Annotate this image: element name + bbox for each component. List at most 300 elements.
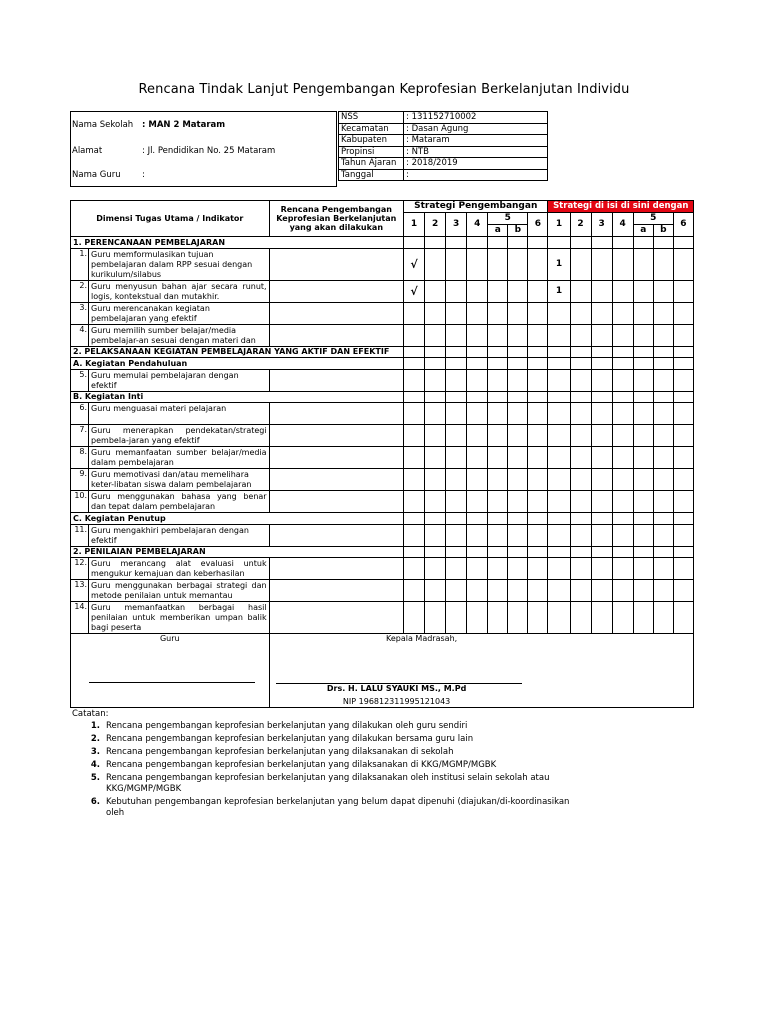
section-inti-cell[interactable] bbox=[467, 391, 488, 403]
section-inti-cell[interactable] bbox=[570, 391, 591, 403]
strategi-cell[interactable] bbox=[528, 425, 548, 447]
red-strategi-cell[interactable] bbox=[673, 280, 693, 302]
strategi-cell[interactable] bbox=[508, 324, 528, 346]
red-strategi-col1-mark[interactable] bbox=[548, 580, 570, 602]
red-strategi-cell[interactable] bbox=[653, 447, 673, 469]
section-penilaian-cell[interactable] bbox=[548, 546, 570, 558]
red-strategi-col1-mark[interactable] bbox=[548, 524, 570, 546]
strategi-cell[interactable] bbox=[446, 580, 467, 602]
red-strategi-cell[interactable] bbox=[612, 425, 633, 447]
red-strategi-cell[interactable] bbox=[612, 248, 633, 280]
strategi-cell[interactable] bbox=[446, 425, 467, 447]
strategi-cell[interactable] bbox=[425, 447, 446, 469]
red-strategi-cell[interactable] bbox=[653, 469, 673, 491]
indicator-row bbox=[71, 580, 694, 602]
red-strategi-cell[interactable] bbox=[673, 425, 693, 447]
strategi-col1-mark[interactable] bbox=[404, 425, 425, 447]
strategi-col1-mark[interactable] bbox=[404, 324, 425, 346]
red-strategi-cell[interactable] bbox=[570, 491, 591, 513]
red-strategi-cell[interactable] bbox=[653, 558, 673, 580]
section-pendahuluan-cell[interactable] bbox=[633, 358, 653, 370]
section-penilaian-cell[interactable] bbox=[508, 546, 528, 558]
strategi-cell[interactable] bbox=[488, 580, 508, 602]
section-inti-cell[interactable] bbox=[425, 391, 446, 403]
strategi-cell[interactable] bbox=[528, 324, 548, 346]
red-strategi-cell[interactable] bbox=[612, 524, 633, 546]
guru-signature: Guru bbox=[71, 634, 270, 707]
rencana-cell[interactable] bbox=[269, 369, 403, 391]
strategi-cell[interactable] bbox=[488, 403, 508, 425]
section-inti-cell[interactable] bbox=[633, 391, 653, 403]
section-pendahuluan-cell[interactable] bbox=[548, 358, 570, 370]
section-penutup-cell[interactable] bbox=[446, 513, 467, 525]
red-strategi-cell[interactable] bbox=[570, 302, 591, 324]
rencana-cell[interactable] bbox=[269, 469, 403, 491]
strategi-cell[interactable] bbox=[446, 280, 467, 302]
strategi-cell[interactable] bbox=[446, 602, 467, 634]
section-perencanaan-cell[interactable] bbox=[591, 237, 612, 249]
strategi-cell[interactable] bbox=[488, 280, 508, 302]
strategi-cell[interactable] bbox=[488, 602, 508, 634]
red-strategi-cell[interactable] bbox=[591, 491, 612, 513]
section-penutup-cell[interactable] bbox=[591, 513, 612, 525]
red-strategi-cell[interactable] bbox=[612, 403, 633, 425]
strategi-cell[interactable] bbox=[446, 558, 467, 580]
strategi-cell[interactable] bbox=[425, 425, 446, 447]
strategi-cell[interactable] bbox=[528, 602, 548, 634]
red-strategi-cell[interactable] bbox=[633, 302, 653, 324]
section-perencanaan-cell[interactable] bbox=[425, 237, 446, 249]
strategi-cell[interactable] bbox=[467, 425, 488, 447]
section-pelaksanaan-cell[interactable] bbox=[653, 346, 673, 358]
strategi-cell[interactable] bbox=[425, 369, 446, 391]
strategi-cell[interactable] bbox=[508, 602, 528, 634]
red-strategi-cell[interactable] bbox=[591, 248, 612, 280]
red-strategi-cell[interactable] bbox=[633, 280, 653, 302]
strategi-cell[interactable] bbox=[528, 524, 548, 546]
section-pendahuluan-cell[interactable] bbox=[467, 358, 488, 370]
strategi-cell[interactable] bbox=[508, 447, 528, 469]
red-strategi-cell[interactable] bbox=[591, 324, 612, 346]
red-strategi-cell[interactable] bbox=[570, 580, 591, 602]
section-pendahuluan-cell[interactable] bbox=[425, 358, 446, 370]
section-penilaian-cell[interactable] bbox=[673, 546, 693, 558]
strategi-col1-mark[interactable] bbox=[404, 403, 425, 425]
section-pendahuluan-cell[interactable] bbox=[404, 358, 425, 370]
red-strategi-cell[interactable] bbox=[570, 248, 591, 280]
red-strategi-cell[interactable] bbox=[633, 469, 653, 491]
strategi-cell[interactable] bbox=[467, 403, 488, 425]
section-pelaksanaan-cell[interactable] bbox=[570, 346, 591, 358]
strategi-col1-mark[interactable]: √ bbox=[404, 248, 425, 280]
section-perencanaan-cell[interactable] bbox=[467, 237, 488, 249]
section-perencanaan-cell[interactable] bbox=[653, 237, 673, 249]
section-pelaksanaan-cell[interactable] bbox=[612, 346, 633, 358]
red-strategi-cell[interactable] bbox=[570, 524, 591, 546]
section-penutup-cell[interactable] bbox=[508, 513, 528, 525]
section-penilaian-cell[interactable] bbox=[404, 546, 425, 558]
red-strategi-col1-mark[interactable] bbox=[548, 324, 570, 346]
rencana-cell[interactable] bbox=[269, 524, 403, 546]
red-strategi-cell[interactable] bbox=[591, 558, 612, 580]
red-strategi-cell[interactable] bbox=[570, 469, 591, 491]
strategi-cell[interactable] bbox=[528, 580, 548, 602]
red-strategi-cell[interactable] bbox=[591, 602, 612, 634]
strategi-cell[interactable] bbox=[508, 469, 528, 491]
strategi-cell[interactable] bbox=[528, 558, 548, 580]
section-penutup-cell[interactable] bbox=[425, 513, 446, 525]
strategi-cell[interactable] bbox=[508, 248, 528, 280]
red-strategi-cell[interactable] bbox=[612, 447, 633, 469]
red-strategi-col1-mark[interactable] bbox=[548, 558, 570, 580]
section-penilaian-cell[interactable] bbox=[653, 546, 673, 558]
red-strategi-cell[interactable] bbox=[673, 403, 693, 425]
section-pendahuluan-cell[interactable] bbox=[673, 358, 693, 370]
red-strategi-cell[interactable] bbox=[673, 369, 693, 391]
strategi-col1-mark[interactable] bbox=[404, 602, 425, 634]
section-inti-cell[interactable] bbox=[673, 391, 693, 403]
rencana-cell[interactable] bbox=[269, 280, 403, 302]
strategi-cell[interactable] bbox=[488, 369, 508, 391]
red-strategi-cell[interactable] bbox=[673, 558, 693, 580]
red-strategi-cell[interactable] bbox=[570, 558, 591, 580]
strategi-cell[interactable] bbox=[488, 248, 508, 280]
red-strategi-col1-mark[interactable] bbox=[548, 302, 570, 324]
section-penutup-cell[interactable] bbox=[548, 513, 570, 525]
red-strategi-cell[interactable] bbox=[591, 280, 612, 302]
red-strategi-cell[interactable] bbox=[612, 302, 633, 324]
strategi-cell[interactable] bbox=[425, 302, 446, 324]
strategi-cell[interactable] bbox=[446, 469, 467, 491]
red-strategi-cell[interactable] bbox=[570, 324, 591, 346]
red-strategi-cell[interactable] bbox=[570, 425, 591, 447]
red-strategi-cell[interactable] bbox=[591, 447, 612, 469]
red-strategi-col1-mark[interactable] bbox=[548, 425, 570, 447]
rencana-cell[interactable] bbox=[269, 248, 403, 280]
red-strategi-cell[interactable] bbox=[612, 558, 633, 580]
strategi-cell[interactable] bbox=[508, 425, 528, 447]
section-penilaian-cell[interactable] bbox=[488, 546, 508, 558]
strategi-col1-mark[interactable] bbox=[404, 447, 425, 469]
strategi-cell[interactable] bbox=[528, 403, 548, 425]
strategi-cell[interactable] bbox=[488, 524, 508, 546]
strategi-cell[interactable] bbox=[425, 602, 446, 634]
red-strategi-cell[interactable] bbox=[673, 491, 693, 513]
section-perencanaan-cell[interactable] bbox=[528, 237, 548, 249]
strategi-cell[interactable] bbox=[467, 302, 488, 324]
red-strategi-cell[interactable] bbox=[570, 447, 591, 469]
strategi-cell[interactable] bbox=[467, 447, 488, 469]
section-inti-cell[interactable] bbox=[528, 391, 548, 403]
section-inti-cell[interactable] bbox=[446, 391, 467, 403]
strategi-cell[interactable] bbox=[446, 491, 467, 513]
section-inti-cell[interactable] bbox=[653, 391, 673, 403]
section-penilaian-cell[interactable] bbox=[570, 546, 591, 558]
strategi-cell[interactable] bbox=[488, 469, 508, 491]
red-strategi-cell[interactable] bbox=[612, 469, 633, 491]
rcol-2: 2 bbox=[570, 213, 591, 237]
section-inti-cell[interactable] bbox=[591, 391, 612, 403]
section-inti-cell[interactable] bbox=[548, 391, 570, 403]
strategi-cell[interactable] bbox=[508, 558, 528, 580]
section-pelaksanaan-cell[interactable] bbox=[425, 346, 446, 358]
section-inti-cell[interactable] bbox=[612, 391, 633, 403]
section-penutup-cell[interactable] bbox=[528, 513, 548, 525]
red-strategi-cell[interactable] bbox=[591, 425, 612, 447]
strategi-cell[interactable] bbox=[446, 447, 467, 469]
red-strategi-cell[interactable] bbox=[633, 580, 653, 602]
red-strategi-cell[interactable] bbox=[653, 280, 673, 302]
section-pelaksanaan-cell[interactable] bbox=[528, 346, 548, 358]
strategi-cell[interactable] bbox=[425, 324, 446, 346]
strategi-cell[interactable] bbox=[446, 248, 467, 280]
red-strategi-cell[interactable] bbox=[570, 369, 591, 391]
rencana-cell[interactable] bbox=[269, 602, 403, 634]
section-perencanaan-cell[interactable] bbox=[633, 237, 653, 249]
section-pendahuluan-cell[interactable] bbox=[653, 358, 673, 370]
section-perencanaan-cell[interactable] bbox=[548, 237, 570, 249]
rencana-cell[interactable] bbox=[269, 558, 403, 580]
red-strategi-col1-mark[interactable] bbox=[548, 491, 570, 513]
rencana-cell[interactable] bbox=[269, 302, 403, 324]
strategi-cell[interactable] bbox=[425, 491, 446, 513]
red-strategi-cell[interactable] bbox=[591, 469, 612, 491]
strategi-cell[interactable] bbox=[488, 302, 508, 324]
section-pelaksanaan-cell[interactable] bbox=[467, 346, 488, 358]
strategi-col1-mark[interactable] bbox=[404, 580, 425, 602]
section-perencanaan-cell[interactable] bbox=[508, 237, 528, 249]
strategi-cell[interactable] bbox=[528, 248, 548, 280]
red-strategi-cell[interactable] bbox=[633, 447, 653, 469]
strategi-cell[interactable] bbox=[446, 524, 467, 546]
red-strategi-cell[interactable] bbox=[653, 524, 673, 546]
red-strategi-cell[interactable] bbox=[673, 469, 693, 491]
school-detail bbox=[338, 111, 548, 181]
strategi-cell[interactable] bbox=[508, 369, 528, 391]
strategi-col1-mark[interactable] bbox=[404, 524, 425, 546]
red-strategi-cell[interactable] bbox=[633, 602, 653, 634]
section-pelaksanaan-cell[interactable] bbox=[488, 346, 508, 358]
section-pendahuluan-cell[interactable] bbox=[612, 358, 633, 370]
section-pendahuluan-cell[interactable] bbox=[528, 358, 548, 370]
strategi-cell[interactable] bbox=[508, 403, 528, 425]
strategi-cell[interactable] bbox=[508, 491, 528, 513]
strategi-col1-mark[interactable] bbox=[404, 558, 425, 580]
red-strategi-cell[interactable] bbox=[612, 280, 633, 302]
section-penutup-cell[interactable] bbox=[467, 513, 488, 525]
red-strategi-cell[interactable] bbox=[591, 302, 612, 324]
red-strategi-cell[interactable] bbox=[633, 524, 653, 546]
red-strategi-cell[interactable] bbox=[591, 369, 612, 391]
red-strategi-cell[interactable] bbox=[653, 580, 673, 602]
red-strategi-col1-mark[interactable] bbox=[548, 469, 570, 491]
red-strategi-cell[interactable] bbox=[591, 403, 612, 425]
section-pelaksanaan-cell[interactable] bbox=[673, 346, 693, 358]
red-strategi-cell[interactable] bbox=[653, 302, 673, 324]
strategi-cell[interactable] bbox=[425, 580, 446, 602]
red-strategi-cell[interactable] bbox=[633, 324, 653, 346]
red-strategi-cell[interactable] bbox=[591, 580, 612, 602]
section-penilaian-cell[interactable] bbox=[528, 546, 548, 558]
section-penutup-cell[interactable] bbox=[653, 513, 673, 525]
red-strategi-cell[interactable] bbox=[673, 524, 693, 546]
red-strategi-cell[interactable] bbox=[673, 302, 693, 324]
red-strategi-cell[interactable] bbox=[653, 403, 673, 425]
strategi-cell[interactable] bbox=[467, 369, 488, 391]
red-strategi-cell[interactable] bbox=[653, 491, 673, 513]
strategi-cell[interactable] bbox=[425, 280, 446, 302]
section-pelaksanaan-cell[interactable] bbox=[508, 346, 528, 358]
red-strategi-col1-mark[interactable] bbox=[548, 403, 570, 425]
red-strategi-cell[interactable] bbox=[612, 580, 633, 602]
strategi-cell[interactable] bbox=[425, 558, 446, 580]
section-perencanaan-cell[interactable] bbox=[446, 237, 467, 249]
section-perencanaan-cell[interactable] bbox=[570, 237, 591, 249]
red-strategi-cell[interactable] bbox=[673, 324, 693, 346]
section-pelaksanaan-cell[interactable] bbox=[591, 346, 612, 358]
section-penilaian-cell[interactable] bbox=[591, 546, 612, 558]
rencana-cell[interactable] bbox=[269, 324, 403, 346]
strategi-cell[interactable] bbox=[528, 491, 548, 513]
strategi-cell[interactable] bbox=[467, 580, 488, 602]
strategi-cell[interactable] bbox=[467, 324, 488, 346]
rencana-cell[interactable] bbox=[269, 580, 403, 602]
section-penilaian-cell[interactable] bbox=[467, 546, 488, 558]
strategi-cell[interactable] bbox=[528, 280, 548, 302]
red-strategi-cell[interactable] bbox=[633, 425, 653, 447]
strategi-cell[interactable] bbox=[446, 369, 467, 391]
strategi-cell[interactable] bbox=[425, 403, 446, 425]
section-inti-cell[interactable] bbox=[488, 391, 508, 403]
red-strategi-cell[interactable] bbox=[570, 602, 591, 634]
rencana-cell[interactable] bbox=[269, 403, 403, 425]
strategi-cell[interactable] bbox=[508, 302, 528, 324]
section-inti-cell[interactable] bbox=[404, 391, 425, 403]
strategi-cell[interactable] bbox=[528, 447, 548, 469]
red-strategi-cell[interactable] bbox=[633, 403, 653, 425]
red-strategi-cell[interactable] bbox=[653, 369, 673, 391]
red-strategi-cell[interactable] bbox=[591, 524, 612, 546]
section-pendahuluan-cell[interactable] bbox=[508, 358, 528, 370]
red-strategi-cell[interactable] bbox=[673, 602, 693, 634]
section-penilaian-cell[interactable] bbox=[633, 546, 653, 558]
red-strategi-cell[interactable] bbox=[612, 602, 633, 634]
strategi-cell[interactable] bbox=[528, 302, 548, 324]
section-penutup-cell[interactable] bbox=[488, 513, 508, 525]
strategi-cell[interactable] bbox=[446, 403, 467, 425]
strategi-cell[interactable] bbox=[467, 248, 488, 280]
strategi-cell[interactable] bbox=[467, 558, 488, 580]
red-strategi-cell[interactable] bbox=[633, 491, 653, 513]
rencana-cell[interactable] bbox=[269, 491, 403, 513]
red-strategi-col1-mark[interactable] bbox=[548, 369, 570, 391]
red-strategi-cell[interactable] bbox=[633, 558, 653, 580]
section-penutup-cell[interactable] bbox=[673, 513, 693, 525]
strategi-col1-mark[interactable] bbox=[404, 302, 425, 324]
red-strategi-cell[interactable] bbox=[653, 324, 673, 346]
red-strategi-cell[interactable] bbox=[570, 280, 591, 302]
strategi-col1-mark[interactable]: √ bbox=[404, 280, 425, 302]
section-perencanaan-cell[interactable] bbox=[612, 237, 633, 249]
section-penutup-cell[interactable] bbox=[570, 513, 591, 525]
strategi-cell[interactable] bbox=[467, 524, 488, 546]
section-penutup-cell[interactable] bbox=[612, 513, 633, 525]
section-penilaian-cell[interactable] bbox=[612, 546, 633, 558]
strategi-cell[interactable] bbox=[528, 469, 548, 491]
strategi-cell[interactable] bbox=[425, 524, 446, 546]
strategi-cell[interactable] bbox=[488, 324, 508, 346]
section-pelaksanaan-cell[interactable] bbox=[548, 346, 570, 358]
red-strategi-cell[interactable] bbox=[673, 447, 693, 469]
strategi-cell[interactable] bbox=[488, 425, 508, 447]
section-perencanaan-cell[interactable] bbox=[488, 237, 508, 249]
section-pelaksanaan-cell[interactable] bbox=[633, 346, 653, 358]
strategi-col1-mark[interactable] bbox=[404, 369, 425, 391]
section-pendahuluan-cell[interactable] bbox=[570, 358, 591, 370]
red-strategi-col1-mark[interactable]: 1 bbox=[548, 280, 570, 302]
strategi-cell[interactable] bbox=[508, 580, 528, 602]
red-strategi-cell[interactable] bbox=[633, 248, 653, 280]
red-strategi-cell[interactable] bbox=[673, 248, 693, 280]
rencana-cell[interactable] bbox=[269, 447, 403, 469]
red-strategi-cell[interactable] bbox=[633, 369, 653, 391]
section-penutup-cell[interactable] bbox=[633, 513, 653, 525]
red-strategi-cell[interactable] bbox=[612, 369, 633, 391]
section-pendahuluan-cell[interactable] bbox=[591, 358, 612, 370]
section-pelaksanaan-cell[interactable] bbox=[404, 346, 425, 358]
section-perencanaan-cell[interactable] bbox=[673, 237, 693, 249]
red-strategi-cell[interactable] bbox=[612, 324, 633, 346]
red-strategi-cell[interactable] bbox=[653, 602, 673, 634]
strategi-cell[interactable] bbox=[467, 469, 488, 491]
red-strategi-cell[interactable] bbox=[612, 491, 633, 513]
strategi-cell[interactable] bbox=[467, 491, 488, 513]
strategi-cell[interactable] bbox=[446, 302, 467, 324]
rencana-cell[interactable] bbox=[269, 425, 403, 447]
strategi-col1-mark[interactable] bbox=[404, 469, 425, 491]
section-penutup: C. Kegiatan Penutup bbox=[71, 513, 404, 525]
red-strategi-cell[interactable] bbox=[673, 580, 693, 602]
strategi-cell[interactable] bbox=[528, 369, 548, 391]
section-penilaian-cell[interactable] bbox=[446, 546, 467, 558]
red-strategi-cell[interactable] bbox=[570, 403, 591, 425]
strategi-cell[interactable] bbox=[467, 602, 488, 634]
strategi-cell[interactable] bbox=[467, 280, 488, 302]
section-perencanaan-cell[interactable] bbox=[404, 237, 425, 249]
strategi-cell[interactable] bbox=[508, 280, 528, 302]
strategi-cell[interactable] bbox=[488, 491, 508, 513]
red-strategi-cell[interactable] bbox=[653, 425, 673, 447]
strategi-cell[interactable] bbox=[425, 248, 446, 280]
rtl-table bbox=[70, 200, 694, 708]
strategi-cell[interactable] bbox=[488, 447, 508, 469]
section-pelaksanaan-cell[interactable] bbox=[446, 346, 467, 358]
section-pendahuluan-cell[interactable] bbox=[488, 358, 508, 370]
section-penilaian-cell[interactable] bbox=[425, 546, 446, 558]
section-penutup-cell[interactable] bbox=[404, 513, 425, 525]
red-strategi-col1-mark[interactable] bbox=[548, 447, 570, 469]
strategi-col1-mark[interactable] bbox=[404, 491, 425, 513]
red-strategi-cell[interactable] bbox=[653, 248, 673, 280]
section-inti-cell[interactable] bbox=[508, 391, 528, 403]
strategi-cell[interactable] bbox=[425, 469, 446, 491]
section-pendahuluan-cell[interactable] bbox=[446, 358, 467, 370]
strategi-cell[interactable] bbox=[508, 524, 528, 546]
strategi-cell[interactable] bbox=[488, 558, 508, 580]
strategi-cell[interactable] bbox=[446, 324, 467, 346]
red-strategi-col1-mark[interactable]: 1 bbox=[548, 248, 570, 280]
red-strategi-col1-mark[interactable] bbox=[548, 602, 570, 634]
